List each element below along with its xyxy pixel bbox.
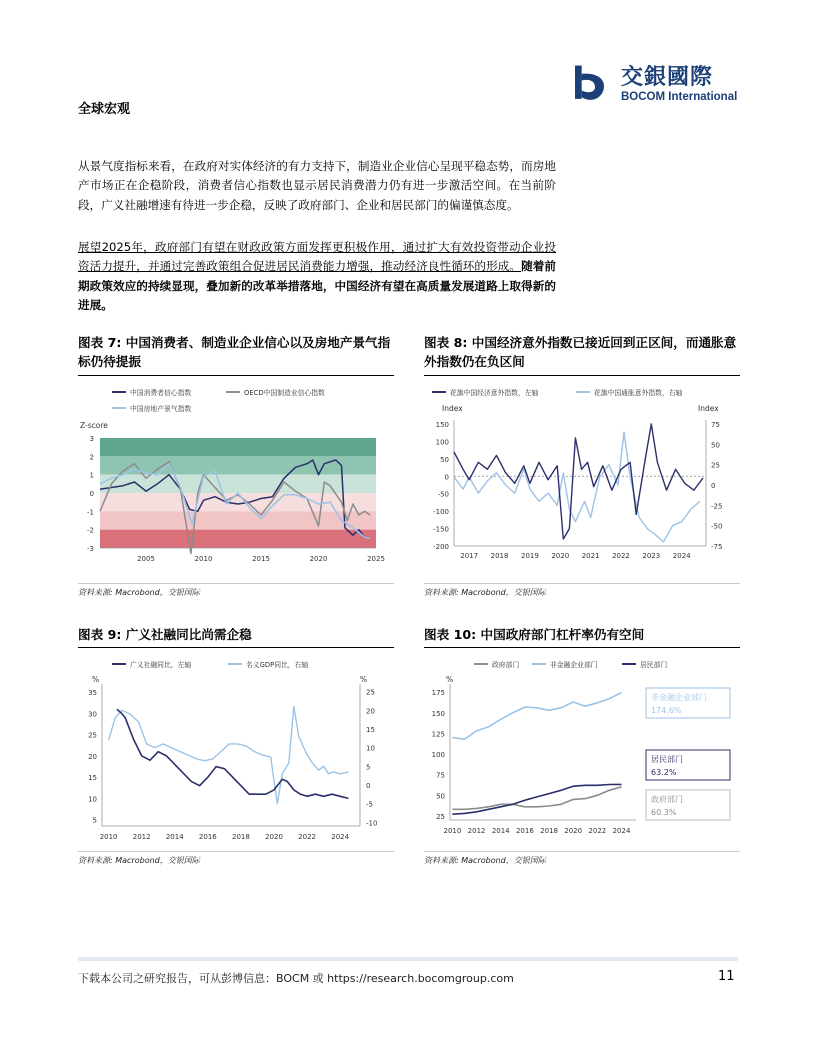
fig10-annotation-label-0: 非金融企业部门 bbox=[651, 693, 707, 702]
fig9-right-tick-5: 0 bbox=[366, 781, 371, 790]
fig10-annotation-label-1: 居民部门 bbox=[651, 755, 683, 764]
fig8-right-tick-1: 50 bbox=[711, 441, 720, 450]
fig10-series-line-2 bbox=[452, 784, 621, 814]
fig8-x-tick-5: 2022 bbox=[612, 552, 630, 560]
logo-text-en: BOCOM International bbox=[621, 91, 738, 103]
fig10-y-tick-4: 75 bbox=[436, 771, 445, 780]
fig10-y-tick-1: 150 bbox=[431, 709, 445, 718]
fig10-x-tick-7: 2024 bbox=[612, 827, 631, 835]
fig8-right-tick-3: 0 bbox=[711, 482, 716, 490]
figure-7-chart bbox=[78, 378, 394, 580]
figure-7-source: 资料来源: Macrobond，交银国际 bbox=[78, 588, 200, 597]
fig8-right-tick-0: 75 bbox=[711, 421, 720, 429]
fig7-band-2 bbox=[100, 475, 376, 493]
figure-8-title: 图表 8: 中国经济意外指数已接近回到正区间，而通胀意外指数仍在负区间 bbox=[424, 335, 737, 369]
fig10-legend-label-2: 居民部门 bbox=[640, 661, 668, 669]
fig7-x-tick-1: 2010 bbox=[194, 555, 213, 563]
fig7-y-tick-4: -1 bbox=[87, 508, 94, 517]
fig8-x-tick-2: 2019 bbox=[520, 552, 539, 560]
fig8-right-axis-label: Index bbox=[698, 404, 719, 413]
fig8-left-tick-2: 50 bbox=[440, 455, 449, 464]
fig8-x-tick-6: 2023 bbox=[642, 552, 661, 560]
fig8-left-axis-label: Index bbox=[442, 404, 463, 413]
footer-text: 下载本公司之研究报告，可从彭博信息：BOCM 或 https://research.bocomgroup.com bbox=[78, 972, 514, 985]
fig9-left-tick-0: 35 bbox=[88, 689, 97, 698]
figure-10-title: 图表 10: 中国政府部门杠杆率仍有空间 bbox=[424, 627, 645, 642]
fig9-right-tick-6: -5 bbox=[366, 800, 373, 809]
fig8-right-tick-5: -50 bbox=[711, 522, 723, 531]
figure-7-title: 图表 7: 中国消费者、制造业企业信心以及房地产景气指标仍待提振 bbox=[78, 335, 391, 369]
fig7-x-tick-2: 2015 bbox=[252, 555, 270, 563]
fig10-x-tick-2: 2014 bbox=[491, 827, 510, 835]
fig9-right-tick-3: 10 bbox=[366, 744, 375, 753]
figure-8-bottom-rule bbox=[424, 583, 740, 584]
fig9-right-tick-7: -10 bbox=[366, 819, 378, 828]
fig10-legend-label-0: 政府部门 bbox=[492, 661, 520, 669]
fig8-right-tick-6: -75 bbox=[711, 543, 723, 551]
fig8-x-tick-0: 2017 bbox=[460, 552, 479, 560]
fig10-y-tick-5: 50 bbox=[436, 792, 445, 801]
fig9-left-tick-6: 5 bbox=[92, 816, 97, 825]
paragraph-2-bold: 随着前期政策效应的持续显现，叠加新的改革举措落地，中国经济有望在高质量发展道路上取得新的进展。 bbox=[78, 259, 556, 313]
fig10-x-tick-4: 2018 bbox=[540, 827, 558, 835]
paragraph-1: 从景气度指标来看，在政府对实体经济的有力支持下，制造业企业信心呈现平稳态势，而房地产市场正在企稳阶段，消费者信心指数也显示居民消费潜力仍有进一步激活空间。在当前阶段，广义社融增速有待进一步企稳，反映了政府部门、企业和居民部门的偏谨慎态度。 bbox=[78, 159, 556, 212]
fig10-legend-label-1: 非金融企业部门 bbox=[550, 661, 598, 669]
figure-10-bottom-rule bbox=[424, 851, 740, 852]
logo-text-cn: 交銀國際 bbox=[621, 64, 714, 90]
fig9-legend-label-1: 名义GDP同比，右轴 bbox=[246, 661, 309, 669]
fig7-x-tick-4: 2025 bbox=[367, 555, 385, 563]
fig9-right-tick-1: 20 bbox=[366, 707, 375, 716]
fig9-left-tick-5: 10 bbox=[88, 795, 97, 804]
fig9-right-tick-4: 5 bbox=[366, 763, 371, 772]
fig8-left-tick-5: -100 bbox=[433, 508, 449, 517]
page-number: 11 bbox=[718, 969, 735, 984]
fig9-left-tick-1: 30 bbox=[88, 710, 97, 719]
fig8-legend-label-0: 花旗中国经济意外指数，左轴 bbox=[450, 389, 539, 397]
fig9-series-line-1 bbox=[109, 707, 349, 804]
figure-8-top-rule bbox=[424, 375, 740, 376]
fig7-x-tick-3: 2020 bbox=[309, 555, 328, 563]
fig10-series-line-0 bbox=[452, 787, 621, 810]
fig7-y-tick-5: -2 bbox=[87, 526, 94, 535]
fig10-annotation-value-1: 63.2% bbox=[651, 768, 677, 777]
fig9-x-tick-4: 2018 bbox=[232, 833, 250, 841]
fig7-band-5 bbox=[100, 530, 376, 548]
fig10-x-tick-3: 2016 bbox=[515, 827, 534, 835]
fig7-y-tick-1: 2 bbox=[89, 453, 94, 462]
fig9-left-tick-3: 20 bbox=[88, 752, 97, 761]
fig8-right-tick-2: 25 bbox=[711, 461, 720, 470]
fig7-y-tick-0: 3 bbox=[89, 435, 94, 443]
fig9-series-line-0 bbox=[117, 709, 349, 798]
fig7-y-tick-2: 1 bbox=[89, 471, 94, 480]
fig10-left-axis-label: % bbox=[446, 675, 454, 684]
fig9-x-tick-2: 2014 bbox=[165, 833, 184, 841]
fig7-x-tick-0: 2005 bbox=[137, 555, 155, 563]
figure-8-chart bbox=[424, 378, 740, 580]
figure-9-title: 图表 9: 广义社融同比尚需企稳 bbox=[78, 627, 252, 642]
fig9-right-axis-label: % bbox=[360, 675, 368, 684]
fig10-y-tick-6: 25 bbox=[436, 812, 445, 821]
fig7-y-tick-3: 0 bbox=[89, 490, 94, 498]
figure-9-chart bbox=[78, 650, 394, 850]
fig8-left-tick-1: 100 bbox=[435, 438, 449, 447]
fig9-x-tick-0: 2010 bbox=[99, 833, 118, 841]
bocom-logo-icon bbox=[570, 58, 620, 108]
fig8-left-tick-7: -200 bbox=[433, 543, 449, 551]
footer-bar bbox=[78, 957, 738, 961]
fig10-annotation-value-0: 174.6% bbox=[651, 706, 682, 715]
fig10-y-tick-2: 125 bbox=[431, 730, 445, 739]
fig8-x-tick-3: 2020 bbox=[551, 552, 570, 560]
fig8-legend-label-1: 花旗中国通胀意外指数，右轴 bbox=[594, 389, 683, 397]
fig7-y-tick-6: -3 bbox=[87, 545, 94, 553]
fig9-x-tick-7: 2024 bbox=[331, 833, 350, 841]
paragraph-2 bbox=[78, 238, 556, 316]
fig9-x-tick-1: 2012 bbox=[132, 833, 151, 841]
fig8-left-tick-0: 150 bbox=[435, 421, 449, 429]
fig8-x-tick-7: 2024 bbox=[672, 552, 691, 560]
section-title: 全球宏观 bbox=[78, 102, 131, 117]
figure-9-top-rule bbox=[78, 647, 394, 648]
fig10-series-line-1 bbox=[452, 693, 621, 740]
fig8-series-line-0 bbox=[454, 424, 703, 539]
fig9-left-axis-label: % bbox=[92, 675, 100, 684]
fig7-legend-label-1: OECD中国制造业信心指数 bbox=[244, 389, 325, 397]
fig7-y-axis-label: Z-score bbox=[80, 421, 108, 430]
figure-10-top-rule bbox=[424, 647, 740, 648]
figure-9-source: 资料来源: Macrobond，交银国际 bbox=[78, 856, 200, 865]
figure-8-source: 资料来源: Macrobond，交银国际 bbox=[424, 588, 546, 597]
fig8-left-tick-3: 0 bbox=[444, 473, 449, 482]
fig9-right-tick-2: 15 bbox=[366, 726, 375, 735]
fig10-y-tick-3: 100 bbox=[431, 751, 445, 759]
fig9-legend-label-0: 广义社融同比，左轴 bbox=[130, 661, 192, 669]
fig9-x-tick-3: 2016 bbox=[198, 833, 217, 841]
fig10-annotation-value-2: 60.3% bbox=[651, 808, 677, 817]
fig10-x-tick-6: 2022 bbox=[588, 827, 607, 835]
figure-10-chart bbox=[424, 650, 740, 850]
fig7-legend-label-0: 中国消费者信心指数 bbox=[130, 389, 192, 397]
figure-9-bottom-rule bbox=[78, 851, 394, 852]
fig8-x-tick-1: 2018 bbox=[490, 552, 509, 560]
fig9-left-tick-4: 15 bbox=[88, 774, 97, 783]
fig9-left-tick-2: 25 bbox=[88, 731, 97, 740]
fig9-x-tick-6: 2022 bbox=[298, 833, 316, 841]
fig10-x-tick-1: 2012 bbox=[467, 827, 486, 835]
fig8-right-tick-4: -25 bbox=[711, 502, 723, 511]
figure-7-bottom-rule bbox=[78, 583, 394, 584]
paragraph-2-underlined: 展望2025年，政府部门有望在财政政策方面发挥更积极作用，通过扩大有效投资带动企业投资活力提升，并通过完善政策组合促进居民消费能力增强，推动经济良性循环的形成。 bbox=[78, 240, 556, 274]
fig10-x-tick-5: 2020 bbox=[564, 827, 583, 835]
fig8-left-tick-4: -50 bbox=[437, 490, 449, 499]
fig9-right-tick-0: 25 bbox=[366, 688, 375, 697]
fig8-left-tick-6: -150 bbox=[433, 525, 449, 534]
fig8-x-tick-4: 2021 bbox=[581, 552, 600, 560]
fig10-y-tick-0: 175 bbox=[431, 689, 445, 698]
fig7-legend-label-2: 中国房地产景气指数 bbox=[130, 405, 192, 413]
fig7-band-4 bbox=[100, 511, 376, 529]
fig7-band-0 bbox=[100, 438, 376, 456]
figure-7-top-rule bbox=[78, 375, 394, 376]
fig9-x-tick-5: 2020 bbox=[265, 833, 283, 841]
fig10-annotation-label-2: 政府部门 bbox=[651, 795, 683, 804]
fig10-x-tick-0: 2010 bbox=[443, 827, 462, 835]
figure-10-source: 资料来源: Macrobond，交银国际 bbox=[424, 856, 546, 865]
